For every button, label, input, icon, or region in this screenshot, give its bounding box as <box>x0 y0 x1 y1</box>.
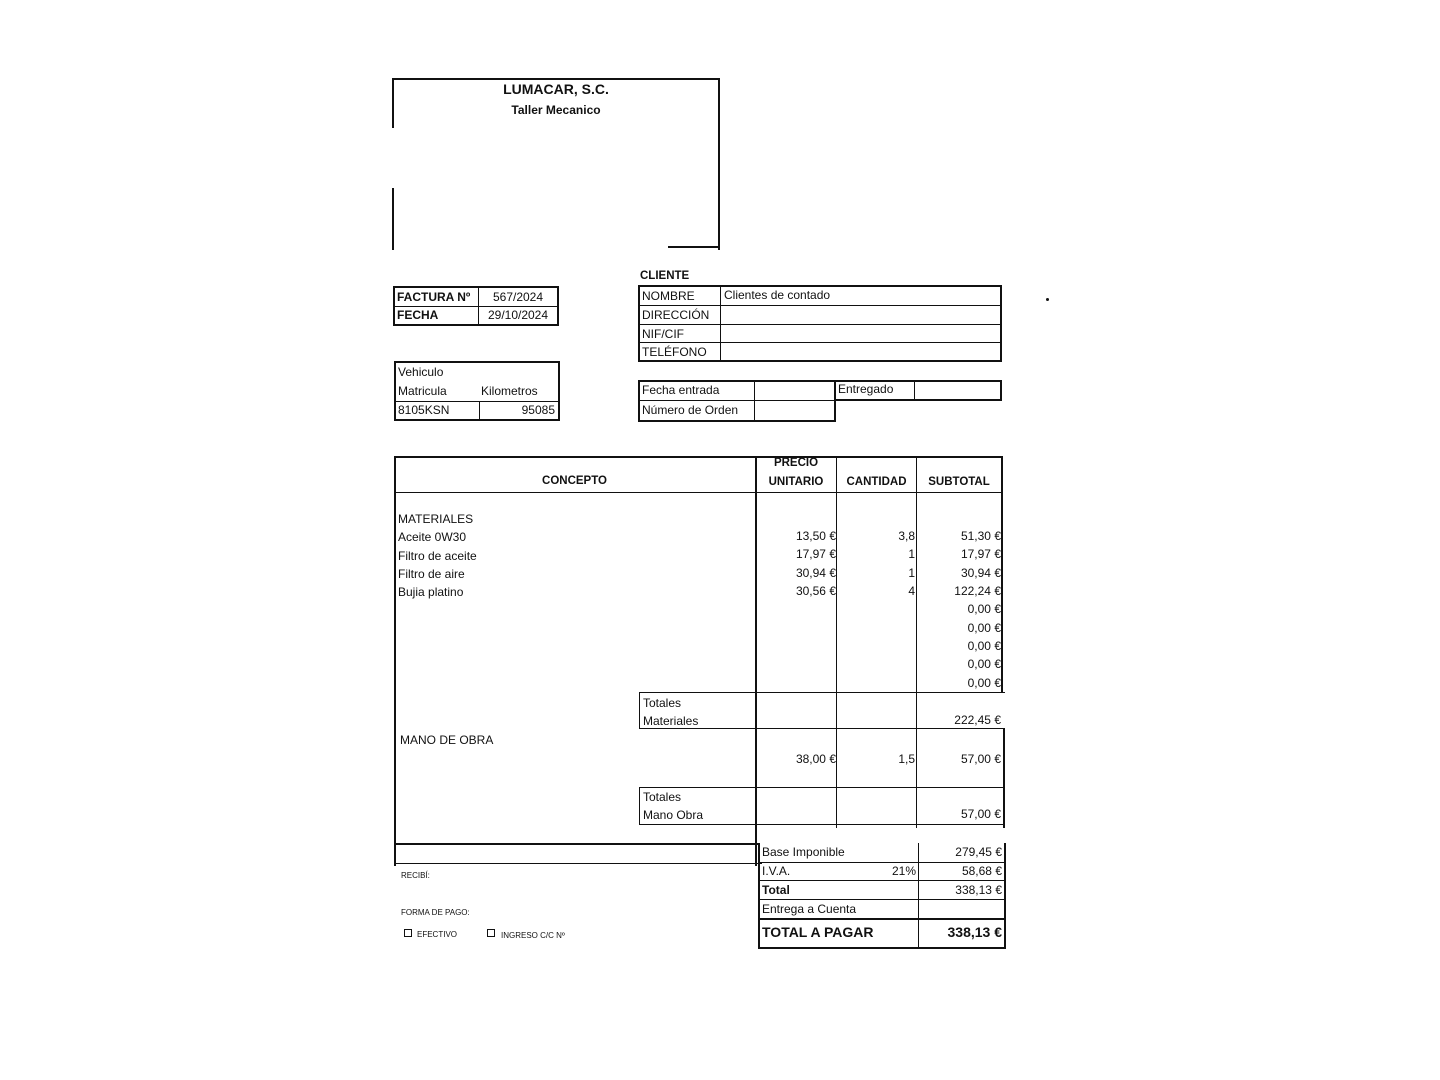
totals-box <box>758 843 1008 949</box>
materials-total-label-2: Materiales <box>643 714 699 728</box>
pay-label: TOTAL A PAGAR <box>762 924 874 940</box>
material-price: 30,56 € <box>795 584 836 598</box>
vehicle-plate: 8105KSN <box>398 403 450 417</box>
header-unit-price-2: UNITARIO <box>768 476 824 488</box>
labor-qty: 1,5 <box>898 752 915 766</box>
payment-option-cash[interactable] <box>404 928 474 942</box>
labor-price: 38,00 € <box>795 752 836 766</box>
header-unit-price-1: PRECIO <box>773 457 819 469</box>
header-concept: CONCEPTO <box>542 475 607 487</box>
material-subtotal: 0,00 € <box>967 676 1001 690</box>
payment-label: FORMA DE PAGO: <box>401 908 470 917</box>
company-subtitle: Taller Mecanico <box>511 103 601 117</box>
checkbox-transfer[interactable] <box>487 929 495 937</box>
material-qty: 3,8 <box>898 529 915 543</box>
materials-total: 222,45 € <box>954 713 1001 727</box>
client-name-label: NOMBRE <box>642 289 695 303</box>
material-qty: 1 <box>908 547 915 561</box>
material-subtotal: 0,00 € <box>967 657 1001 671</box>
invoice-number-label: FACTURA Nº <box>397 290 471 304</box>
iva-value: 58,68 € <box>961 864 1002 878</box>
material-name: Bujia platino <box>398 585 464 599</box>
option-cash-label: EFECTIVO <box>417 930 458 939</box>
invoice-date: 29/10/2024 <box>487 308 549 322</box>
pay-value: 338,13 € <box>947 924 1002 940</box>
deposit-label: Entrega a Cuenta <box>762 902 857 916</box>
base-label: Base Imponible <box>762 845 845 859</box>
order-number-label: Número de Orden <box>642 403 739 417</box>
material-subtotal: 30,94 € <box>960 566 1001 580</box>
material-subtotal: 0,00 € <box>967 602 1001 616</box>
invoice-number: 567/2024 <box>492 290 544 304</box>
header-quantity: CANTIDAD <box>846 476 907 488</box>
client-box <box>638 285 1002 362</box>
company-box <box>392 78 720 250</box>
header-subtotal: SUBTOTAL <box>928 476 990 488</box>
material-price: 17,97 € <box>795 547 836 561</box>
option-transfer-label: INGRESO C/C Nº <box>501 931 565 940</box>
vehicle-km-label: Kilometros <box>481 384 538 398</box>
client-address-label: DIRECCIÓN <box>642 308 710 322</box>
labor-title: MANO DE OBRA <box>400 733 494 747</box>
material-name: Filtro de aire <box>398 567 465 581</box>
material-subtotal: 122,24 € <box>954 584 1001 598</box>
materials-title: MATERIALES <box>398 512 474 526</box>
material-price: 13,50 € <box>795 529 836 543</box>
client-title: CLIENTE <box>640 270 690 282</box>
material-name: Aceite 0W30 <box>398 530 467 544</box>
order-delivered-label: Entregado <box>838 382 894 396</box>
iva-label: I.V.A. <box>762 864 791 878</box>
vehicle-plate-label: Matricula <box>398 384 447 398</box>
stray-mark <box>1046 298 1049 301</box>
received-label: RECIBÍ: <box>401 871 430 880</box>
total-value: 338,13 € <box>955 883 1002 897</box>
checkbox-cash[interactable] <box>404 929 412 937</box>
material-price: 30,94 € <box>795 566 836 580</box>
client-nif-label: NIF/CIF <box>642 327 684 341</box>
vehicle-km: 95085 <box>521 403 555 417</box>
base-value: 279,45 € <box>955 845 1002 859</box>
payment-option-transfer[interactable] <box>487 928 587 942</box>
labor-total: 57,00 € <box>960 807 1001 821</box>
client-name: Clientes de contado <box>724 288 831 302</box>
labor-total-label-2: Mano Obra <box>643 808 704 822</box>
iva-rate: 21% <box>891 864 916 878</box>
material-subtotal: 0,00 € <box>967 621 1001 635</box>
labor-subtotal: 57,00 € <box>960 752 1001 766</box>
material-subtotal: 0,00 € <box>967 639 1001 653</box>
company-name: LUMACAR, S.C. <box>503 81 609 97</box>
labor-total-label-1: Totales <box>643 790 682 804</box>
invoice-box <box>393 286 559 326</box>
client-phone-label: TELÉFONO <box>642 345 707 359</box>
vehicle-box <box>394 361 560 421</box>
items-table <box>394 456 1004 866</box>
material-name: Filtro de aceite <box>398 549 477 563</box>
material-subtotal: 51,30 € <box>960 529 1001 543</box>
total-label: Total <box>762 883 790 897</box>
vehicle-title: Vehiculo <box>398 365 444 379</box>
material-qty: 1 <box>908 566 915 580</box>
invoice-date-label: FECHA <box>397 308 439 322</box>
order-entry-label: Fecha entrada <box>642 383 720 397</box>
order-box <box>638 380 1002 422</box>
material-qty: 4 <box>908 584 915 598</box>
material-subtotal: 17,97 € <box>960 547 1001 561</box>
materials-total-label-1: Totales <box>643 696 682 710</box>
